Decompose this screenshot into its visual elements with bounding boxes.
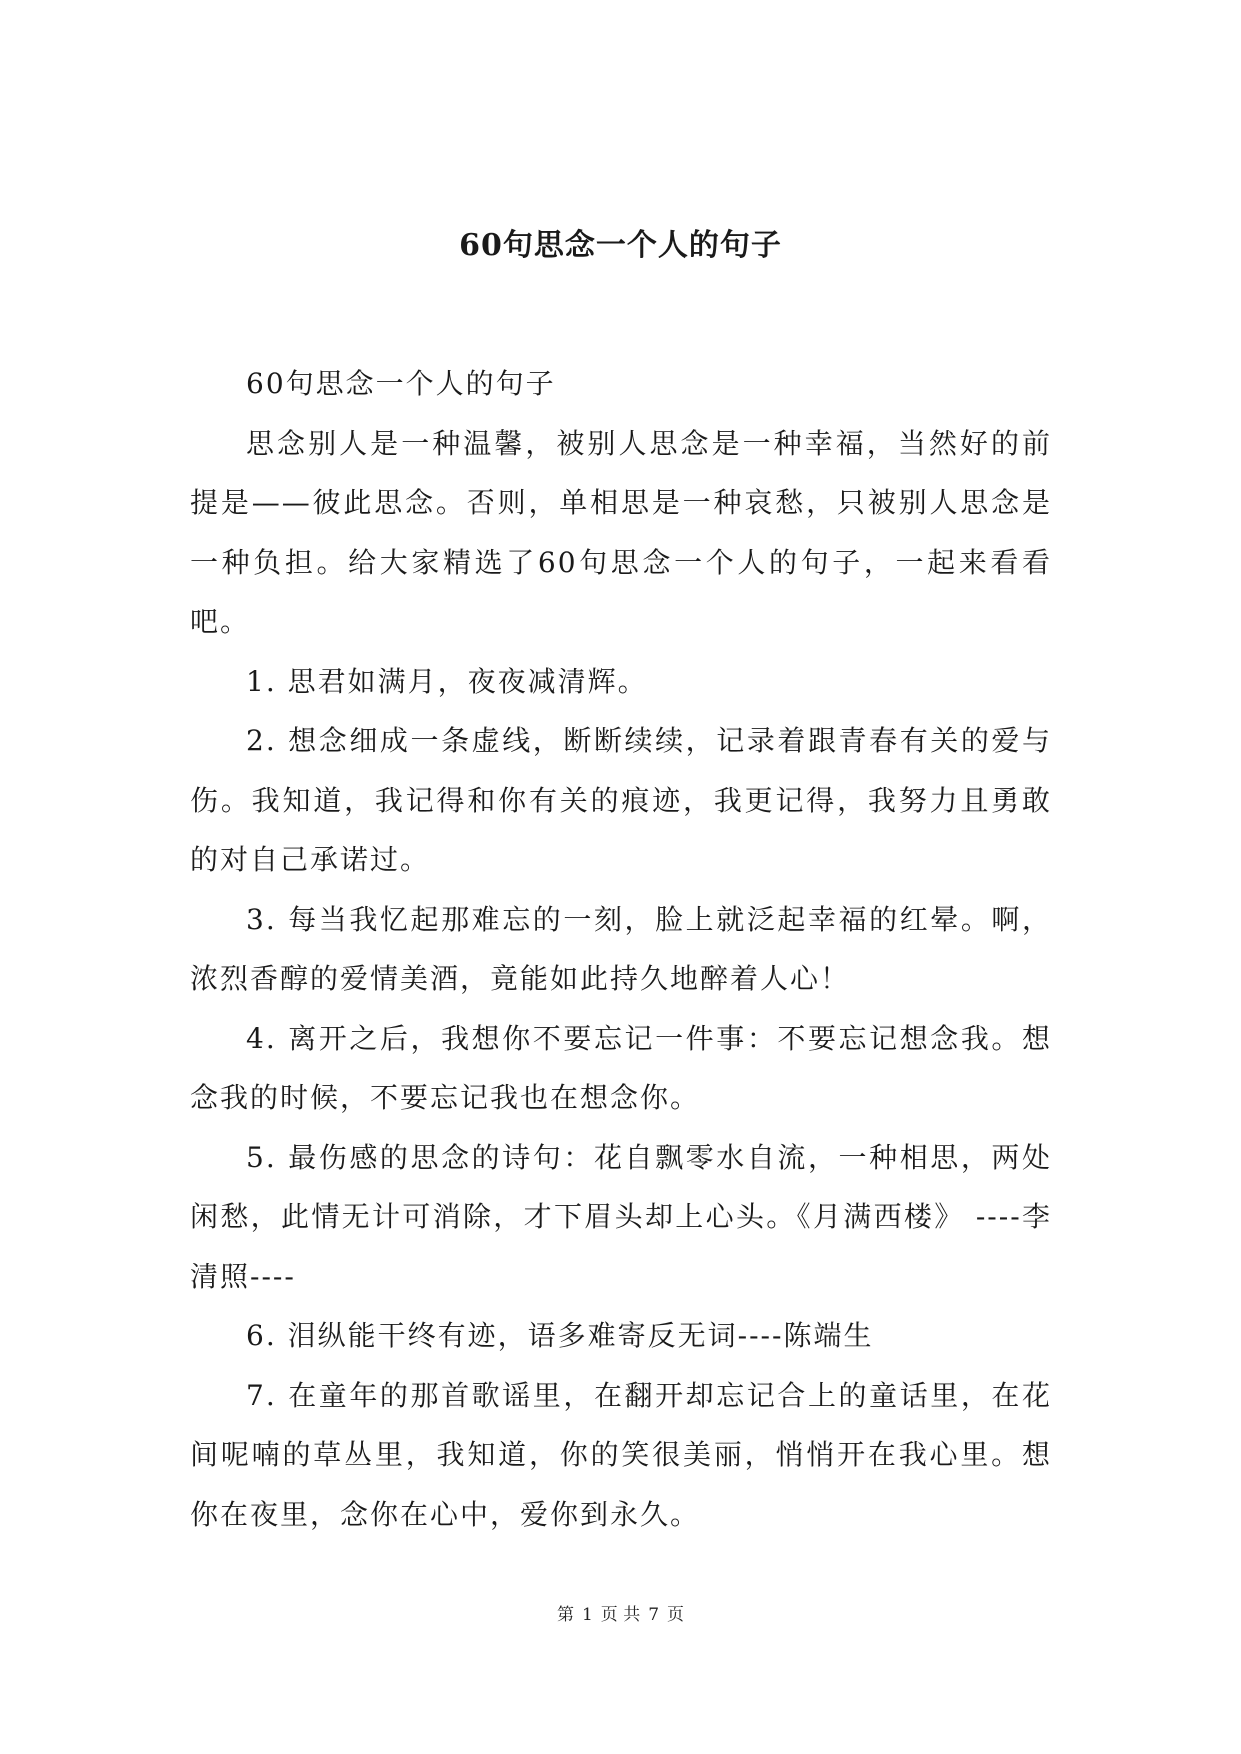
quote-item-1: 1. 思君如满月，夜夜减清辉。: [246, 664, 648, 698]
quote-item-4: 4. 离开之后，我想你不要忘记一件事：不要忘记想念我。想念我的时候，不要忘记我也在想念你。: [190, 1021, 1052, 1114]
quote-item-3: 3. 每当我忆起那难忘的一刻，脸上就泛起幸福的红晕。啊，浓烈香醇的爱情美酒，竟能如此持久地醉着人心！: [190, 902, 1052, 995]
document-body: [190, 354, 1052, 1544]
quote-item-7: 7. 在童年的那首歌谣里，在翻开却忘记合上的童话里，在花间呢喃的草丛里，我知道，你的笑很美丽，悄悄开在我心里。想你在夜里，念你在心中，爱你到永久。: [190, 1378, 1052, 1531]
footer-prefix: 第: [556, 1605, 574, 1625]
document-title: 60句思念一个人的句子: [459, 228, 782, 263]
footer-suffix: 页: [667, 1605, 685, 1625]
paragraph-subtitle: 60句思念一个人的句子: [246, 367, 556, 400]
quote-item-2: 2. 想念细成一条虚线，断断续续，记录着跟青春有关的爱与伤。我知道，我记得和你有关的痕迹，我更记得，我努力且勇敢的对自己承诺过。: [190, 724, 1052, 876]
page-number-footer: [0, 1604, 1241, 1626]
footer-middle: 页 共: [600, 1605, 641, 1625]
footer-total-pages: 7: [648, 1605, 660, 1625]
quote-item-6: 6. 泪纵能干终有迹，语多难寄反无词----陈端生: [246, 1319, 874, 1352]
footer-current-page: 1: [581, 1605, 593, 1625]
quote-item-5: 5. 最伤感的思念的诗句：花自飘零水自流，一种相思，两处闲愁，此情无计可消除，才下眉头却上心头。《月满西楼》 ----李清照----: [190, 1140, 1052, 1293]
paragraph-intro: 思念别人是一种温馨，被别人思念是一种幸福，当然好的前提是——彼此思念。否则，单相思是一种哀愁，只被别人思念是一种负担。给大家精选了60句思念一个人的句子，一起来看看吧。: [190, 426, 1052, 638]
